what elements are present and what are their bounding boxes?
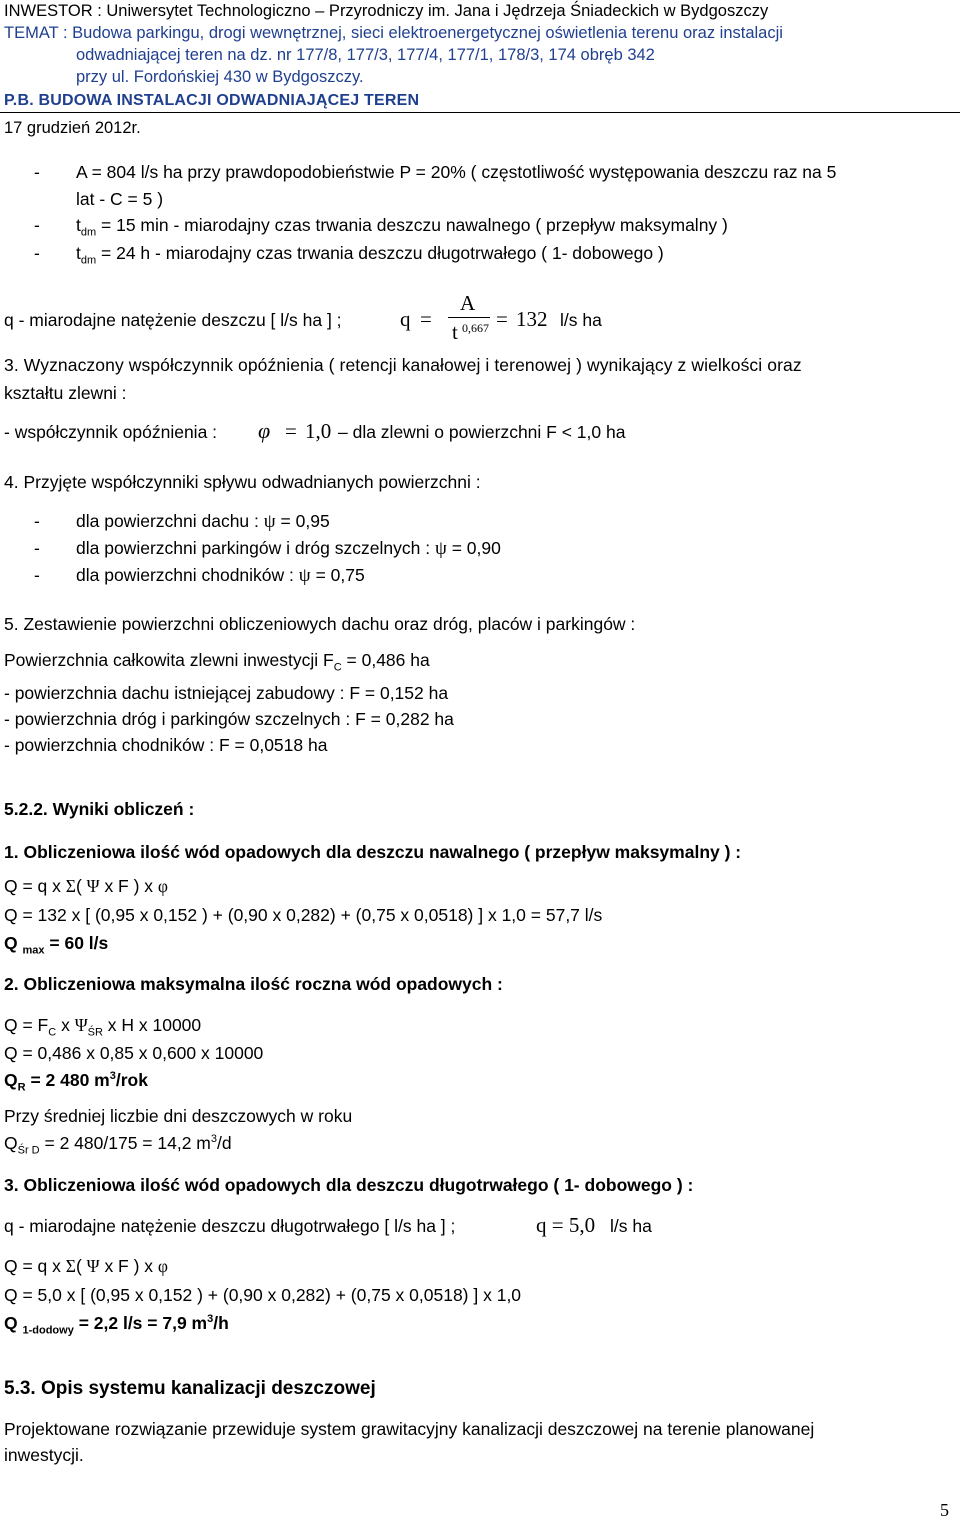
phi-value: 1,0: [305, 419, 332, 443]
area-sidewalk: - powierzchnia chodników : F = 0,0518 ha: [4, 735, 328, 755]
result2-note: Przy średniej liczbie dni deszczowych w roku: [4, 1106, 353, 1126]
section53-title: 5.3. Opis systemu kanalizacji deszczowej: [4, 1378, 376, 1399]
fraction-exponent: 0,667: [462, 321, 489, 335]
equals-sign: =: [420, 307, 432, 331]
result3-title: 3. Obliczeniowa ilość wód opadowych dla deszczu długotrwałego ( 1- dobowego ) :: [4, 1175, 694, 1195]
section53-text: Projektowane rozwiązanie przewiduje system grawitacyjny kanalizacji deszczowej na terenie planowanej: [4, 1419, 815, 1439]
section3-text-cont: kształtu zlewni :: [4, 383, 127, 403]
result1-title: 1. Obliczeniowa ilość wód opadowych dla deszczu nawalnego ( przepływ maksymalny ) :: [4, 842, 742, 862]
result3-q-unit: l/s ha: [610, 1216, 652, 1236]
header-section: P.B. BUDOWA INSTALACJI ODWADNIAJĄCEJ TEREN: [4, 92, 420, 109]
result1-qmax: Q $_{max}$ = 60 l/s: [4, 933, 109, 957]
section53-text-cont: inwestycji.: [4, 1445, 84, 1465]
result2-formula: $Q = F_C$ x $\Psi_{ŚR}$ x H x 10000: [4, 1015, 202, 1039]
section4-title: 4. Przyjęte współczynniki spływu odwadnianych powierzchni :: [4, 472, 481, 492]
result3-q-formula: q = 5,0: [536, 1213, 596, 1237]
sigma-symbol: Σ: [65, 1256, 76, 1276]
total-area: Powierzchnia całkowita zlewni inwestycji $F_C = 0,486$ ha: [4, 650, 430, 674]
param-a: A = 804 l/s ha przy prawdopodobieństwie P = 20% ( częstotliwość występowania deszczu raz na 5: [76, 162, 837, 182]
phi-symbol: φ: [258, 418, 271, 443]
fraction-denominator: t: [452, 320, 458, 344]
result3-q-label: q - miarodajne natężenie deszczu długotrwałego [ l/s ha ] ;: [4, 1216, 456, 1236]
result1-calc: Q = 132 x [ (0,95 x 0,152 ) + (0,90 x 0,282) + (0,75 x 0,0518) ] x 1,0 = 57,7 l/s: [4, 905, 603, 925]
q-label: q - miarodajne natężenie deszczu [ l/s ha ] ;: [4, 310, 342, 330]
header-topic: TEMAT : Budowa parkingu, drogi wewnętrznej, sieci elektroenergetycznej oświetlenia terenu oraz instalacji: [4, 24, 783, 42]
header-address: przy ul. Fordońskiej 430 w Bydgoszczy.: [76, 68, 364, 86]
param-a-cont: lat - C = 5 ): [76, 189, 164, 209]
param-dash: -: [34, 162, 40, 182]
psi-symbol: ψ: [434, 538, 447, 559]
delay-coef-note: – dla zlewni o powierzchni F < 1,0 ha: [338, 422, 626, 442]
page-number: 5: [940, 1500, 949, 1520]
document-date: 17 grudzień 2012r.: [4, 119, 141, 137]
phi-symbol: φ: [157, 876, 169, 896]
list-dash: -: [34, 538, 40, 558]
psi-symbol: Ψ: [86, 876, 100, 896]
result3-formula: Q = q x Σ( Ψ x F ) x φ: [4, 1256, 169, 1276]
results-title: 5.2.2. Wyniki obliczeń :: [4, 799, 195, 819]
psi-symbol: ψ: [263, 511, 276, 532]
fraction-bar: [448, 317, 490, 318]
psi-symbol: ψ: [298, 565, 311, 586]
runoff-coef-sidewalk: dla powierzchni chodników : ψ = 0,75: [76, 565, 365, 586]
param-tdm-24: $t_{dm} = 24$ h - miarodajny czas trwania deszczu długotrwałego ( 1- dobowego ): [76, 243, 664, 267]
fraction-numerator: A: [460, 291, 476, 315]
param-dash: -: [34, 215, 40, 235]
q-value: 132: [516, 307, 548, 331]
delay-coef-label: - współczynnik opóźnienia :: [4, 422, 218, 442]
section3-text: 3. Wyznaczony współczynnik opóźnienia ( retencji kanałowej i terenowej ) wynikający z wielkości oraz: [4, 355, 802, 375]
equals-sign: =: [496, 307, 508, 331]
param-dash: -: [34, 243, 40, 263]
sigma-symbol: Σ: [65, 876, 76, 896]
result2-title: 2. Obliczeniowa maksymalna ilość roczna wód opadowych :: [4, 974, 503, 994]
result3-calc: Q = 5,0 x [ (0,95 x 0,152 ) + (0,90 x 0,282) + (0,75 x 0,0518) ] x 1,0: [4, 1285, 522, 1305]
q-symbol: q: [400, 307, 411, 331]
area-parking: - powierzchnia dróg i parkingów szczelnych : F = 0,282 ha: [4, 709, 454, 729]
area-roof: - powierzchnia dachu istniejącej zabudowy : F = 0,152 ha: [4, 683, 449, 703]
header-investor: INWESTOR : Uniwersytet Technologiczno – Przyrodniczy im. Jana i Jędrzeja Śniadeckich w Bydgoszczy: [4, 2, 769, 20]
result2-qr: $Q_R = 2$ 480 $m^3$/rok: [4, 1070, 148, 1094]
equals-sign: =: [285, 419, 297, 443]
result1-formula: Q = q x Σ( Ψ x F ) x φ: [4, 876, 169, 896]
param-tdm-15: $t_{dm} = 15$ min - miarodajny czas trwania deszczu nawalnego ( przepływ maksymalny ): [76, 215, 728, 239]
section5-title: 5. Zestawienie powierzchni obliczeniowych dachu oraz dróg, placów i parkingów :: [4, 614, 636, 634]
phi-symbol: φ: [157, 1256, 169, 1276]
psi-symbol: Ψ: [86, 1256, 100, 1276]
runoff-coef-parking: dla powierzchni parkingów i dróg szczelnych : ψ = 0,90: [76, 538, 501, 559]
list-dash: -: [34, 565, 40, 585]
result3-final: Q $_{1-dodowy}$ = 2,2 l/s = 7,9 $m^3/h$: [4, 1313, 229, 1337]
psi-symbol: Ψ: [74, 1015, 88, 1035]
q-unit: l/s ha: [560, 310, 602, 330]
list-dash: -: [34, 511, 40, 531]
result2-calc: Q = 0,486 x 0,85 x 0,600 x 10000: [4, 1043, 264, 1063]
header-divider: [0, 112, 960, 113]
header-topic-cont: odwadniającej teren na dz. nr 177/8, 177/3, 177/4, 177/1, 178/3, 174 obręb 342: [76, 46, 655, 64]
runoff-coef-roof: dla powierzchni dachu : ψ = 0,95: [76, 511, 330, 532]
result2-qd: $Q_{Śr D} = 2$ 480/175 = 14,2 $m^3/d$: [4, 1133, 232, 1157]
